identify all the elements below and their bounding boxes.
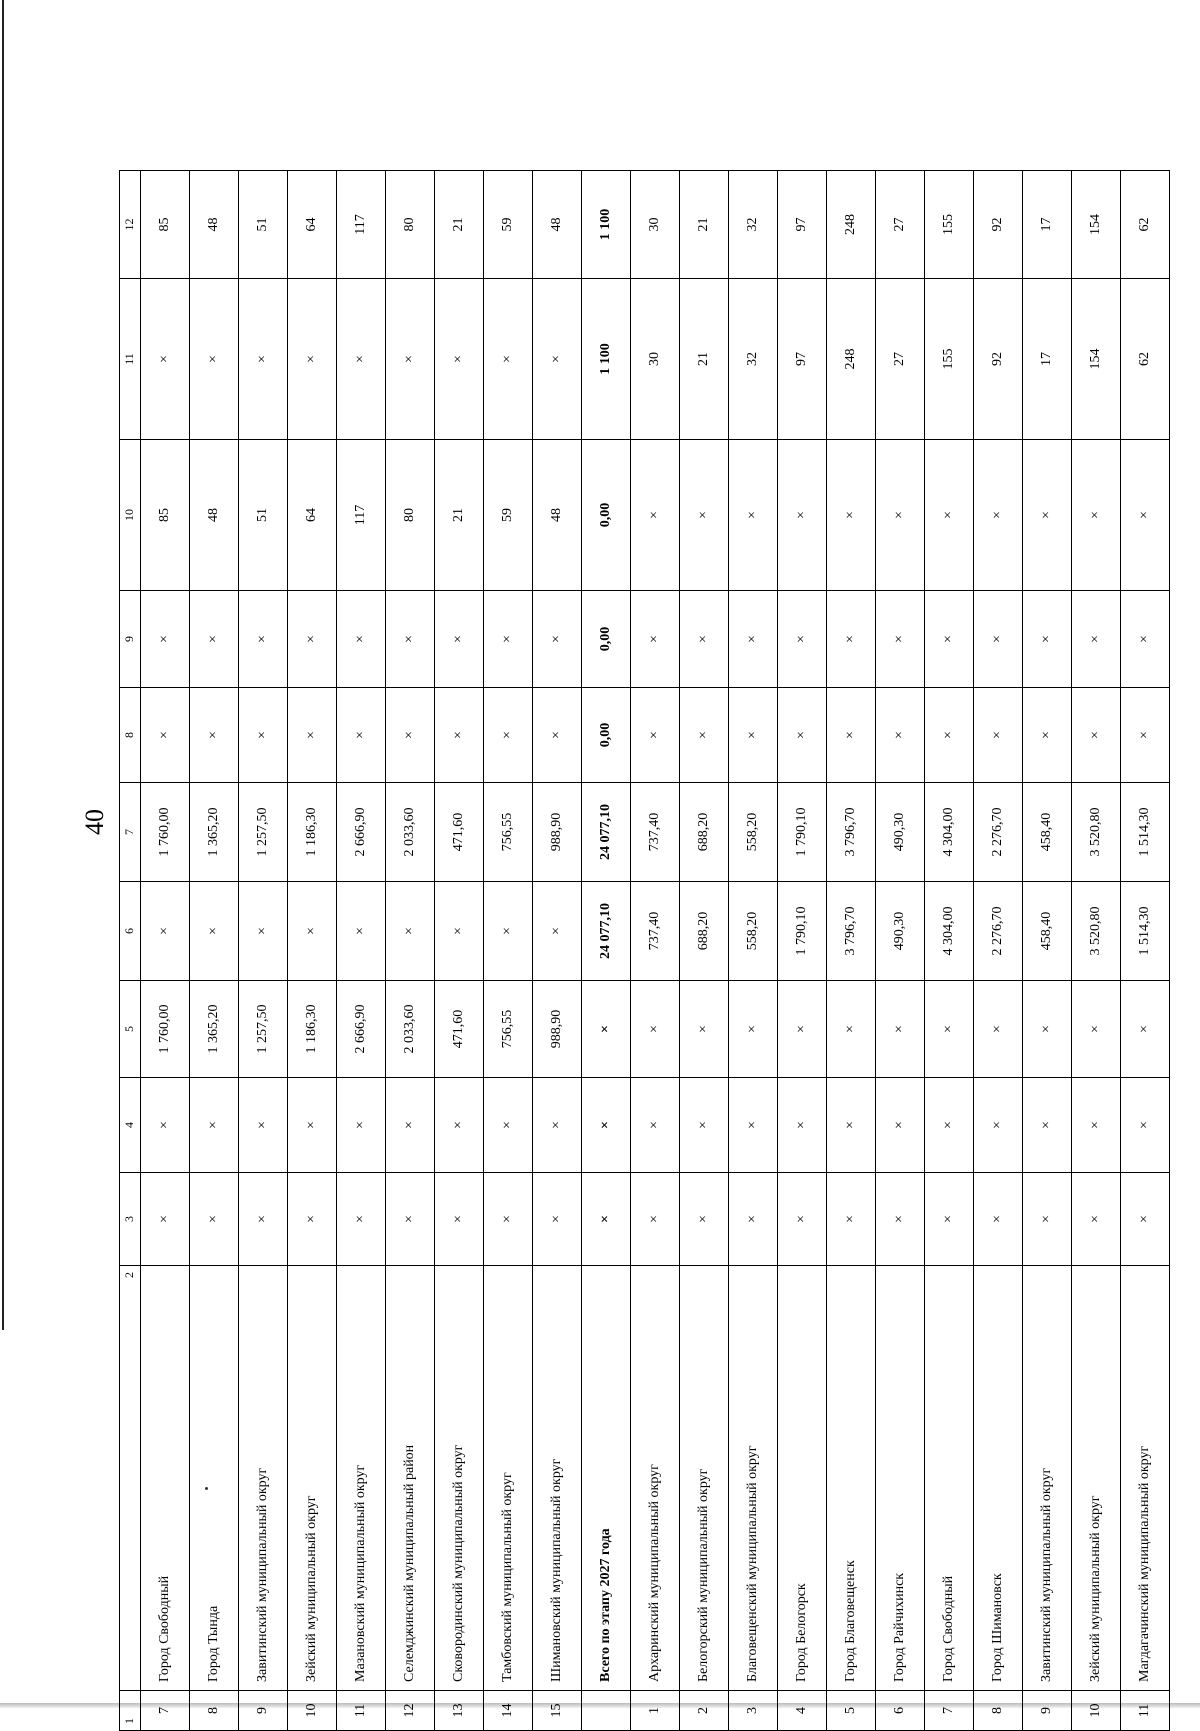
table-row [827, 171, 876, 1731]
table-body [141, 171, 1170, 1731]
value-cell-col-4: × [631, 1078, 680, 1173]
value-cell-col-5: × [974, 981, 1023, 1078]
row-number-cell: 4 [778, 1691, 827, 1731]
value-cell-col-7: 988,90 [533, 783, 582, 882]
row-number-cell: 14 [484, 1691, 533, 1731]
value-cell-col-8: × [925, 688, 974, 783]
value-cell-col-4: × [386, 1078, 435, 1173]
value-cell-col-4: × [435, 1078, 484, 1173]
value-cell-col-8: × [141, 688, 190, 783]
value-cell-col-3: × [827, 1173, 876, 1266]
municipality-name-cell: Всего по этапу 2027 года [582, 1266, 631, 1691]
value-cell-col-9: × [533, 591, 582, 688]
table-row [1072, 171, 1121, 1731]
value-cell-col-7: 490,30 [876, 783, 925, 882]
table-row [533, 171, 582, 1731]
value-cell-col-6: × [533, 882, 582, 981]
value-cell-col-8: × [680, 688, 729, 783]
column-header-3: 3 [120, 1173, 141, 1266]
municipality-name-cell: Зейский муниципальный округ [1072, 1266, 1121, 1691]
value-cell-col-11: × [533, 279, 582, 440]
value-cell-col-6: × [484, 882, 533, 981]
column-header-1: 1 [120, 1691, 141, 1731]
value-cell-col-8: × [239, 688, 288, 783]
value-cell-col-6: 688,20 [680, 882, 729, 981]
value-cell-col-3: × [925, 1173, 974, 1266]
value-cell-col-3: × [288, 1173, 337, 1266]
value-cell-col-5: × [1121, 981, 1170, 1078]
value-cell-col-5: × [1023, 981, 1072, 1078]
row-number-cell: 8 [974, 1691, 1023, 1731]
value-cell-col-10: 48 [190, 440, 239, 591]
value-cell-col-12: 59 [484, 171, 533, 279]
value-cell-col-8: × [1121, 688, 1170, 783]
row-number-cell: 7 [141, 1691, 190, 1731]
value-cell-col-10: × [631, 440, 680, 591]
value-cell-col-5: × [680, 981, 729, 1078]
value-cell-col-10: 117 [337, 440, 386, 591]
value-cell-col-11: 1 100 [582, 279, 631, 440]
value-cell-col-7: 458,40 [1023, 783, 1072, 882]
row-number-cell: 9 [239, 1691, 288, 1731]
value-cell-col-7: 2 033,60 [386, 783, 435, 882]
value-cell-col-11: 27 [876, 279, 925, 440]
column-header-4: 4 [120, 1078, 141, 1173]
value-cell-col-9: × [484, 591, 533, 688]
value-cell-col-6: × [435, 882, 484, 981]
value-cell-col-7: 24 077,10 [582, 783, 631, 882]
value-cell-col-7: 2 666,90 [337, 783, 386, 882]
value-cell-col-3: × [1072, 1173, 1121, 1266]
value-cell-col-10: 21 [435, 440, 484, 591]
value-cell-col-11: × [239, 279, 288, 440]
value-cell-col-9: 0,00 [582, 591, 631, 688]
value-cell-col-10: × [1072, 440, 1121, 591]
value-cell-col-5: × [1072, 981, 1121, 1078]
value-cell-col-3: × [876, 1173, 925, 1266]
value-cell-col-12: 80 [386, 171, 435, 279]
value-cell-col-7: 756,55 [484, 783, 533, 882]
column-header-12: 12 [120, 171, 141, 279]
value-cell-col-12: 248 [827, 171, 876, 279]
value-cell-col-8: × [435, 688, 484, 783]
row-number-cell: 8 [190, 1691, 239, 1731]
value-cell-col-3: × [582, 1173, 631, 1266]
value-cell-col-11: 154 [1072, 279, 1121, 440]
value-cell-col-8: × [533, 688, 582, 783]
value-cell-col-10: × [974, 440, 1023, 591]
value-cell-col-6: 737,40 [631, 882, 680, 981]
value-cell-col-5: 1 760,00 [141, 981, 190, 1078]
column-header-9: 9 [120, 591, 141, 688]
table-row [1121, 171, 1170, 1731]
municipality-name-cell: Сковородинский муниципальный округ [435, 1266, 484, 1691]
value-cell-col-5: 1 186,30 [288, 981, 337, 1078]
value-cell-col-11: 248 [827, 279, 876, 440]
value-cell-col-7: 1 760,00 [141, 783, 190, 882]
municipality-name-cell: Город Белогорск [778, 1266, 827, 1691]
value-cell-col-3: × [337, 1173, 386, 1266]
value-cell-col-12: 21 [435, 171, 484, 279]
value-cell-col-7: 1 514,30 [1121, 783, 1170, 882]
value-cell-col-4: × [1072, 1078, 1121, 1173]
table-row [631, 171, 680, 1731]
value-cell-col-9: × [1023, 591, 1072, 688]
value-cell-col-11: × [386, 279, 435, 440]
value-cell-col-10: × [1121, 440, 1170, 591]
value-cell-col-9: × [141, 591, 190, 688]
value-cell-col-5: × [827, 981, 876, 1078]
value-cell-col-4: × [778, 1078, 827, 1173]
value-cell-col-6: × [190, 882, 239, 981]
value-cell-col-7: 737,40 [631, 783, 680, 882]
value-cell-col-7: 3 796,70 [827, 783, 876, 882]
table-row [288, 171, 337, 1731]
table-row [190, 171, 239, 1731]
table-row [337, 171, 386, 1731]
value-cell-col-7: 558,20 [729, 783, 778, 882]
column-header-11: 11 [120, 279, 141, 440]
value-cell-col-6: 558,20 [729, 882, 778, 981]
column-header-2: 2 [120, 1266, 141, 1691]
row-number-cell: 11 [1121, 1691, 1170, 1731]
municipality-name-cell: Магдагачинский муниципальный округ [1121, 1266, 1170, 1691]
value-cell-col-12: 51 [239, 171, 288, 279]
table-row [974, 171, 1023, 1731]
row-number-cell: 11 [337, 1691, 386, 1731]
value-cell-col-8: × [337, 688, 386, 783]
value-cell-col-3: × [435, 1173, 484, 1266]
value-cell-col-9: × [190, 591, 239, 688]
value-cell-col-12: 32 [729, 171, 778, 279]
value-cell-col-4: × [533, 1078, 582, 1173]
row-number-cell: 7 [925, 1691, 974, 1731]
value-cell-col-4: × [239, 1078, 288, 1173]
value-cell-col-12: 62 [1121, 171, 1170, 279]
value-cell-col-4: × [484, 1078, 533, 1173]
value-cell-col-9: × [1072, 591, 1121, 688]
scan-edge-line [2, 0, 4, 1330]
value-cell-col-11: 21 [680, 279, 729, 440]
value-cell-col-12: 85 [141, 171, 190, 279]
value-cell-col-12: 48 [533, 171, 582, 279]
value-cell-col-5: × [582, 981, 631, 1078]
value-cell-col-3: × [729, 1173, 778, 1266]
value-cell-col-10: 59 [484, 440, 533, 591]
row-number-cell: 10 [288, 1691, 337, 1731]
table-row [778, 171, 827, 1731]
value-cell-col-11: 32 [729, 279, 778, 440]
value-cell-col-9: × [288, 591, 337, 688]
value-cell-col-12: 27 [876, 171, 925, 279]
value-cell-col-7: 1 257,50 [239, 783, 288, 882]
value-cell-col-8: × [876, 688, 925, 783]
value-cell-col-6: 2 276,70 [974, 882, 1023, 981]
value-cell-col-4: × [680, 1078, 729, 1173]
table-row [239, 171, 288, 1731]
value-cell-col-7: 1 365,20 [190, 783, 239, 882]
value-cell-col-10: × [680, 440, 729, 591]
value-cell-col-9: × [435, 591, 484, 688]
value-cell-col-6: 3 796,70 [827, 882, 876, 981]
value-cell-col-9: × [974, 591, 1023, 688]
column-header-8: 8 [120, 688, 141, 783]
value-cell-col-11: × [141, 279, 190, 440]
value-cell-col-4: × [288, 1078, 337, 1173]
value-cell-col-6: × [239, 882, 288, 981]
value-cell-col-5: × [925, 981, 974, 1078]
value-cell-col-4: × [974, 1078, 1023, 1173]
municipality-name-cell: Тамбовский муниципальный округ [484, 1266, 533, 1691]
table-row [876, 171, 925, 1731]
value-cell-col-9: × [631, 591, 680, 688]
value-cell-col-12: 154 [1072, 171, 1121, 279]
row-number-cell [582, 1691, 631, 1731]
value-cell-col-11: × [190, 279, 239, 440]
row-number-cell: 3 [729, 1691, 778, 1731]
row-number-cell: 10 [1072, 1691, 1121, 1731]
value-cell-col-4: × [582, 1078, 631, 1173]
value-cell-col-10: 80 [386, 440, 435, 591]
value-cell-col-4: × [190, 1078, 239, 1173]
value-cell-col-9: × [729, 591, 778, 688]
value-cell-col-9: × [386, 591, 435, 688]
column-header-6: 6 [120, 882, 141, 981]
page-number-text: 40 [80, 809, 109, 835]
value-cell-col-6: 1 514,30 [1121, 882, 1170, 981]
value-cell-col-11: 97 [778, 279, 827, 440]
value-cell-col-6: 4 304,00 [925, 882, 974, 981]
value-cell-col-12: 97 [778, 171, 827, 279]
value-cell-col-12: 21 [680, 171, 729, 279]
value-cell-col-5: 2 033,60 [386, 981, 435, 1078]
municipality-name-cell: Город Шимановск [974, 1266, 1023, 1691]
value-cell-col-11: 30 [631, 279, 680, 440]
value-cell-col-11: 155 [925, 279, 974, 440]
municipality-name-cell: Город Тында [190, 1266, 239, 1691]
value-cell-col-7: 1 186,30 [288, 783, 337, 882]
value-cell-col-3: × [484, 1173, 533, 1266]
value-cell-col-3: × [533, 1173, 582, 1266]
value-cell-col-4: × [1121, 1078, 1170, 1173]
value-cell-col-3: × [239, 1173, 288, 1266]
value-cell-col-6: × [288, 882, 337, 981]
value-cell-col-11: 92 [974, 279, 1023, 440]
value-cell-col-3: × [141, 1173, 190, 1266]
table-row [925, 171, 974, 1731]
row-number-cell: 9 [1023, 1691, 1072, 1731]
value-cell-col-5: × [729, 981, 778, 1078]
value-cell-col-4: × [337, 1078, 386, 1173]
value-cell-col-4: × [827, 1078, 876, 1173]
value-cell-col-8: × [1023, 688, 1072, 783]
value-cell-col-7: 471,60 [435, 783, 484, 882]
value-cell-col-10: × [778, 440, 827, 591]
table-row [386, 171, 435, 1731]
municipality-name-cell: Мазановский муниципальный округ [337, 1266, 386, 1691]
value-cell-col-8: × [729, 688, 778, 783]
value-cell-col-12: 155 [925, 171, 974, 279]
municipality-name-cell: Завитинский муниципальный округ [239, 1266, 288, 1691]
value-cell-col-9: × [876, 591, 925, 688]
value-cell-col-8: × [827, 688, 876, 783]
value-cell-col-5: 1 365,20 [190, 981, 239, 1078]
value-cell-col-6: × [386, 882, 435, 981]
row-number-cell: 13 [435, 1691, 484, 1731]
value-cell-col-5: 2 666,90 [337, 981, 386, 1078]
value-cell-col-8: × [190, 688, 239, 783]
value-cell-col-6: 490,30 [876, 882, 925, 981]
row-number-cell: 2 [680, 1691, 729, 1731]
value-cell-col-10: 0,00 [582, 440, 631, 591]
value-cell-col-3: × [1023, 1173, 1072, 1266]
value-cell-col-3: × [680, 1173, 729, 1266]
value-cell-col-5: × [876, 981, 925, 1078]
value-cell-col-11: × [337, 279, 386, 440]
municipality-name-cell: Город Свободный [141, 1266, 190, 1691]
municipality-name-cell: Белогорский муниципальный округ [680, 1266, 729, 1691]
value-cell-col-8: × [631, 688, 680, 783]
value-cell-col-9: × [680, 591, 729, 688]
value-cell-col-3: × [190, 1173, 239, 1266]
value-cell-col-10: × [729, 440, 778, 591]
value-cell-col-4: × [1023, 1078, 1072, 1173]
value-cell-col-10: 64 [288, 440, 337, 591]
table-row [141, 171, 190, 1731]
value-cell-col-3: × [631, 1173, 680, 1266]
value-cell-col-4: × [729, 1078, 778, 1173]
value-cell-col-9: × [778, 591, 827, 688]
row-number-cell: 12 [386, 1691, 435, 1731]
value-cell-col-7: 1 790,10 [778, 783, 827, 882]
column-header-7: 7 [120, 783, 141, 882]
table-row [484, 171, 533, 1731]
table-header-row [120, 171, 141, 1731]
value-cell-col-9: × [337, 591, 386, 688]
value-cell-col-11: 17 [1023, 279, 1072, 440]
value-cell-col-12: 30 [631, 171, 680, 279]
value-cell-col-10: 85 [141, 440, 190, 591]
table-row [729, 171, 778, 1731]
value-cell-col-8: × [1072, 688, 1121, 783]
value-cell-col-8: × [484, 688, 533, 783]
municipality-name-cell: Шимановский муниципальный округ [533, 1266, 582, 1691]
value-cell-col-10: × [827, 440, 876, 591]
value-cell-col-11: × [288, 279, 337, 440]
value-cell-col-8: × [778, 688, 827, 783]
value-cell-col-11: × [484, 279, 533, 440]
municipality-name-cell: Город Благовещенск [827, 1266, 876, 1691]
value-cell-col-11: × [435, 279, 484, 440]
municipality-name-cell: Благовещенский муниципальный округ [729, 1266, 778, 1691]
value-cell-col-10: 51 [239, 440, 288, 591]
value-cell-col-8: × [288, 688, 337, 783]
value-cell-col-10: 48 [533, 440, 582, 591]
value-cell-col-9: × [239, 591, 288, 688]
value-cell-col-6: × [141, 882, 190, 981]
value-cell-col-7: 2 276,70 [974, 783, 1023, 882]
value-cell-col-9: × [925, 591, 974, 688]
table-row [435, 171, 484, 1731]
row-number-cell: 15 [533, 1691, 582, 1731]
value-cell-col-6: 24 077,10 [582, 882, 631, 981]
municipality-name-cell: Селемджинский муниципальный район [386, 1266, 435, 1691]
value-cell-col-8: × [386, 688, 435, 783]
value-cell-col-8: 0,00 [582, 688, 631, 783]
row-number-cell: 5 [827, 1691, 876, 1731]
value-cell-col-12: 117 [337, 171, 386, 279]
column-header-5: 5 [120, 981, 141, 1078]
value-cell-col-4: × [141, 1078, 190, 1173]
value-cell-col-6: 458,40 [1023, 882, 1072, 981]
municipality-name-cell: Город Райчихинск [876, 1266, 925, 1691]
row-number-cell: 6 [876, 1691, 925, 1731]
value-cell-col-3: × [386, 1173, 435, 1266]
value-cell-col-4: × [925, 1078, 974, 1173]
municipality-name-cell: Зейский муниципальный округ [288, 1266, 337, 1691]
value-cell-col-10: × [876, 440, 925, 591]
value-cell-col-12: 64 [288, 171, 337, 279]
total-row [582, 171, 631, 1731]
value-cell-col-5: 471,60 [435, 981, 484, 1078]
table-row [680, 171, 729, 1731]
value-cell-col-5: 1 257,50 [239, 981, 288, 1078]
value-cell-col-4: × [876, 1078, 925, 1173]
municipality-name-cell: Архаринский муниципальный округ [631, 1266, 680, 1691]
value-cell-col-7: 3 520,80 [1072, 783, 1121, 882]
value-cell-col-8: × [974, 688, 1023, 783]
value-cell-col-6: 3 520,80 [1072, 882, 1121, 981]
municipality-name-cell: Завитинский муниципальный округ [1023, 1266, 1072, 1691]
value-cell-col-12: 17 [1023, 171, 1072, 279]
data-table [119, 170, 1170, 1731]
value-cell-col-7: 688,20 [680, 783, 729, 882]
value-cell-col-7: 4 304,00 [925, 783, 974, 882]
value-cell-col-12: 48 [190, 171, 239, 279]
value-cell-col-5: 988,90 [533, 981, 582, 1078]
table-row [1023, 171, 1072, 1731]
value-cell-col-10: × [925, 440, 974, 591]
row-number-cell: 1 [631, 1691, 680, 1731]
value-cell-col-9: × [827, 591, 876, 688]
value-cell-col-12: 92 [974, 171, 1023, 279]
value-cell-col-12: 1 100 [582, 171, 631, 279]
value-cell-col-3: × [1121, 1173, 1170, 1266]
column-header-10: 10 [120, 440, 141, 591]
value-cell-col-10: × [1023, 440, 1072, 591]
value-cell-col-3: × [974, 1173, 1023, 1266]
municipality-name-cell: Город Свободный [925, 1266, 974, 1691]
value-cell-col-3: × [778, 1173, 827, 1266]
value-cell-col-9: × [1121, 591, 1170, 688]
value-cell-col-6: × [337, 882, 386, 981]
value-cell-col-11: 62 [1121, 279, 1170, 440]
value-cell-col-6: 1 790,10 [778, 882, 827, 981]
value-cell-col-5: 756,55 [484, 981, 533, 1078]
value-cell-col-5: × [631, 981, 680, 1078]
value-cell-col-5: × [778, 981, 827, 1078]
